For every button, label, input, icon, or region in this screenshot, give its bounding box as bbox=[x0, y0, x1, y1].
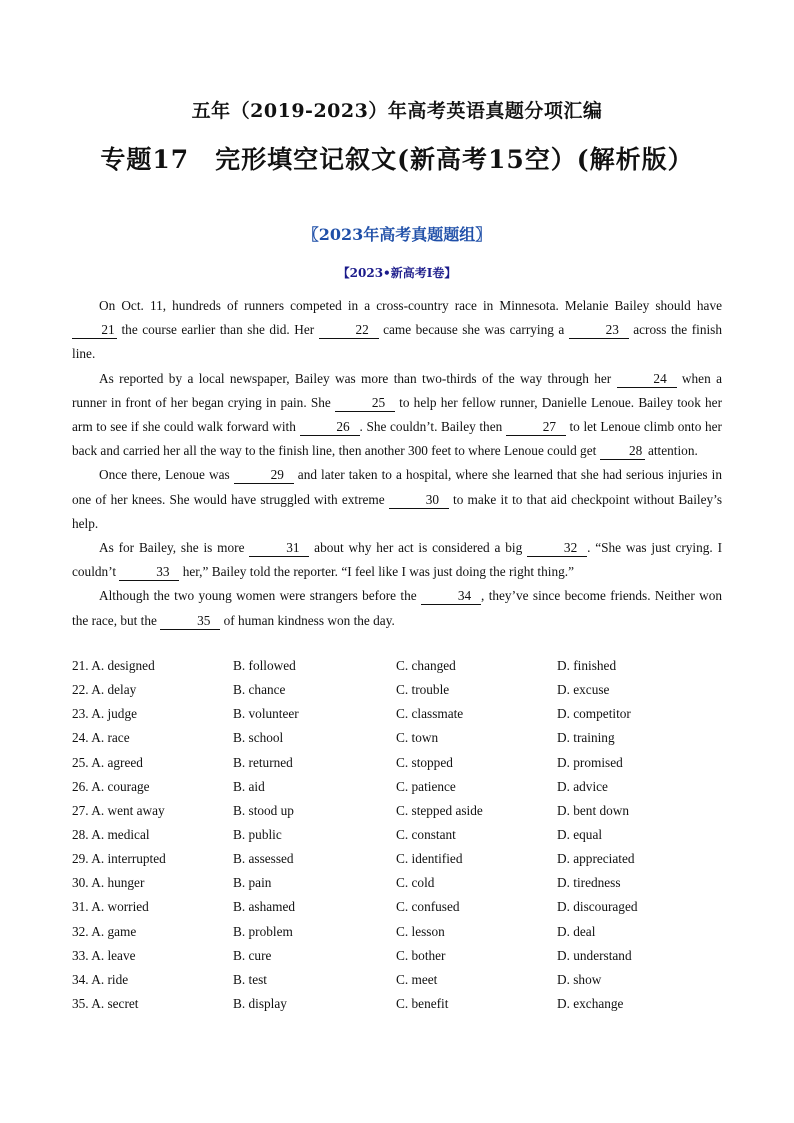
blank-24: 24 bbox=[617, 371, 677, 388]
option-c: C. lesson bbox=[396, 923, 445, 939]
section-heading: 〖2023年高考真题题组〗 bbox=[302, 225, 492, 244]
blank-30: 30 bbox=[389, 492, 449, 509]
option-a: 35. A. secret bbox=[72, 995, 139, 1011]
passage-text: As reported by a local newspaper, Bailey was more than two-thirds of the way through her bbox=[99, 370, 617, 386]
option-a: 30. A. hunger bbox=[72, 875, 145, 891]
option-a: 23. A. judge bbox=[72, 706, 138, 722]
option-d: D. competitor bbox=[557, 706, 631, 722]
blank-34: 34 bbox=[421, 588, 481, 605]
option-a: 34. A. ride bbox=[72, 971, 129, 987]
question-row-31 bbox=[72, 897, 722, 921]
option-c: C. confused bbox=[396, 899, 460, 915]
option-d: D. equal bbox=[557, 826, 603, 842]
passage-text: to make it to that aid checkpoint without Bailey’s help. bbox=[72, 491, 723, 531]
passage-text: of human kindness won the day. bbox=[220, 612, 395, 628]
blank-22: 22 bbox=[319, 322, 379, 339]
option-b: B. aid bbox=[233, 778, 265, 794]
page-title: 专题17 完形填空记叙文(新高考15空）(解析版） bbox=[100, 145, 694, 174]
option-a: 28. A. medical bbox=[72, 826, 150, 842]
answer-options bbox=[72, 656, 722, 1018]
question-row-28 bbox=[72, 825, 722, 849]
blank-26: 26 bbox=[300, 419, 360, 436]
option-d: D. deal bbox=[557, 923, 596, 939]
question-row-27 bbox=[72, 801, 722, 825]
option-d: D. finished bbox=[557, 658, 617, 673]
passage-text: On Oct. 11, hundreds of runners competed in a cross-country race in Minnesota. Melanie Bailey should have bbox=[99, 298, 722, 313]
option-a: 27. A. went away bbox=[72, 802, 165, 818]
option-a: 33. A. leave bbox=[72, 947, 136, 963]
option-c: C. town bbox=[396, 730, 439, 746]
option-c: C. identified bbox=[396, 851, 463, 867]
option-d: D. advice bbox=[557, 778, 608, 794]
option-b: B. test bbox=[233, 971, 267, 987]
passage-text: the course earlier than she did. Her bbox=[117, 322, 319, 338]
question-row-22 bbox=[72, 680, 722, 704]
passage-text: to let Lenoue climb onto her back and carried her all the way to the finish line, then another 300 feet to where Lenoue could get bbox=[72, 419, 722, 459]
passage-paragraph-4 bbox=[72, 536, 722, 584]
blank-32: 32 bbox=[527, 540, 587, 557]
option-d: D. exchange bbox=[557, 995, 624, 1011]
option-c: C. bother bbox=[396, 947, 446, 963]
passage-paragraph-1 bbox=[72, 294, 722, 367]
passage-text: to help her fellow runner, Danielle Lenoue. Bailey took her arm to see if she could walk forward with bbox=[72, 394, 722, 435]
passage-paragraph-5 bbox=[72, 584, 722, 632]
blank-27: 27 bbox=[506, 419, 566, 436]
option-b: B. returned bbox=[233, 754, 293, 770]
option-c: C. constant bbox=[396, 826, 456, 842]
option-a: 21. A. designed bbox=[72, 658, 155, 673]
option-c: C. classmate bbox=[396, 706, 464, 722]
option-c: C. stepped aside bbox=[396, 802, 483, 818]
option-b: B. problem bbox=[233, 923, 293, 939]
passage-text: As for Bailey, she is more bbox=[99, 540, 250, 556]
blank-28: 28 bbox=[600, 443, 645, 460]
blank-23: 23 bbox=[569, 322, 629, 339]
option-c: C. meet bbox=[396, 971, 438, 987]
option-b: B. chance bbox=[233, 682, 286, 698]
blank-31: 31 bbox=[249, 540, 309, 557]
passage-paragraph-2 bbox=[72, 367, 722, 464]
passage-text: about why her act is considered a big bbox=[309, 540, 528, 556]
passage-text: , they’ve since become friends. Neither won the race, but the bbox=[72, 588, 723, 628]
option-a: 24. A. race bbox=[72, 730, 130, 746]
option-d: D. understand bbox=[557, 947, 632, 963]
option-d: D. promised bbox=[557, 754, 623, 770]
option-b: B. ashamed bbox=[233, 899, 296, 915]
question-row-24 bbox=[72, 728, 722, 752]
passage-text: attention. bbox=[644, 443, 698, 459]
option-b: B. volunteer bbox=[233, 706, 299, 722]
option-c: C. trouble bbox=[396, 682, 450, 698]
question-row-32 bbox=[72, 922, 722, 946]
question-row-21 bbox=[72, 656, 722, 680]
passage-text: came because she was carrying a bbox=[378, 322, 569, 338]
passage-text: her,” Bailey told the reporter. “I feel like I was just doing the right thing.” bbox=[179, 564, 574, 580]
option-b: B. display bbox=[233, 995, 287, 1011]
option-b: B. public bbox=[233, 826, 282, 842]
question-row-30 bbox=[72, 873, 722, 897]
question-row-25 bbox=[72, 753, 722, 777]
passage-text: Although the two young women were strangers before the bbox=[99, 588, 422, 604]
option-a: 22. A. delay bbox=[72, 682, 137, 698]
option-b: B. assessed bbox=[233, 851, 294, 867]
passage-paragraph-3 bbox=[72, 463, 722, 536]
blank-21: 21 bbox=[72, 322, 117, 339]
passage-text: Once there, Lenoue was bbox=[99, 467, 234, 483]
passage-text: when a runner in front of her began crying in pain. She bbox=[72, 370, 722, 410]
blank-33: 33 bbox=[119, 564, 179, 581]
question-row-29 bbox=[72, 849, 722, 873]
option-d: D. show bbox=[557, 971, 602, 987]
option-a: 25. A. agreed bbox=[72, 754, 143, 770]
blank-29: 29 bbox=[234, 467, 294, 484]
passage-text: . She couldn’t. Bailey then bbox=[359, 419, 506, 435]
question-row-35 bbox=[72, 994, 722, 1018]
option-c: C. stopped bbox=[396, 754, 453, 770]
option-d: D. appreciated bbox=[557, 851, 635, 867]
option-d: D. excuse bbox=[557, 682, 610, 698]
question-row-34 bbox=[72, 970, 722, 994]
option-c: C. changed bbox=[396, 658, 456, 673]
option-d: D. training bbox=[557, 730, 615, 746]
option-b: B. stood up bbox=[233, 802, 294, 818]
question-row-33 bbox=[72, 946, 722, 970]
blank-25: 25 bbox=[335, 395, 395, 412]
exam-heading: 【2023•新高考I卷】 bbox=[337, 266, 457, 280]
option-d: D. tiredness bbox=[557, 875, 621, 891]
option-b: B. school bbox=[233, 730, 284, 746]
question-row-26 bbox=[72, 777, 722, 801]
collection-title: 五年（2019-2023）年高考英语真题分项汇编 bbox=[191, 100, 603, 122]
question-row-23 bbox=[72, 704, 722, 728]
option-c: C. cold bbox=[396, 875, 435, 891]
option-b: B. cure bbox=[233, 947, 272, 963]
option-a: 29. A. interrupted bbox=[72, 851, 166, 867]
option-a: 31. A. worried bbox=[72, 899, 149, 915]
option-c: C. patience bbox=[396, 778, 456, 794]
option-d: D. bent down bbox=[557, 802, 630, 818]
option-a: 26. A. courage bbox=[72, 778, 150, 794]
option-c: C. benefit bbox=[396, 995, 449, 1011]
passage-text: across the finish line. bbox=[72, 322, 722, 362]
passage-text: and later taken to a hospital, where she learned that she had serious injuries in one of her knees. She would have struggled with extreme bbox=[72, 467, 722, 507]
passage-text: . “She was just crying. I couldn’t bbox=[72, 540, 723, 580]
option-b: B. pain bbox=[233, 875, 272, 891]
option-d: D. discouraged bbox=[557, 899, 638, 915]
blank-35: 35 bbox=[160, 613, 220, 630]
option-a: 32. A. game bbox=[72, 923, 137, 939]
option-b: B. followed bbox=[233, 658, 296, 673]
cloze-passage bbox=[72, 294, 722, 633]
